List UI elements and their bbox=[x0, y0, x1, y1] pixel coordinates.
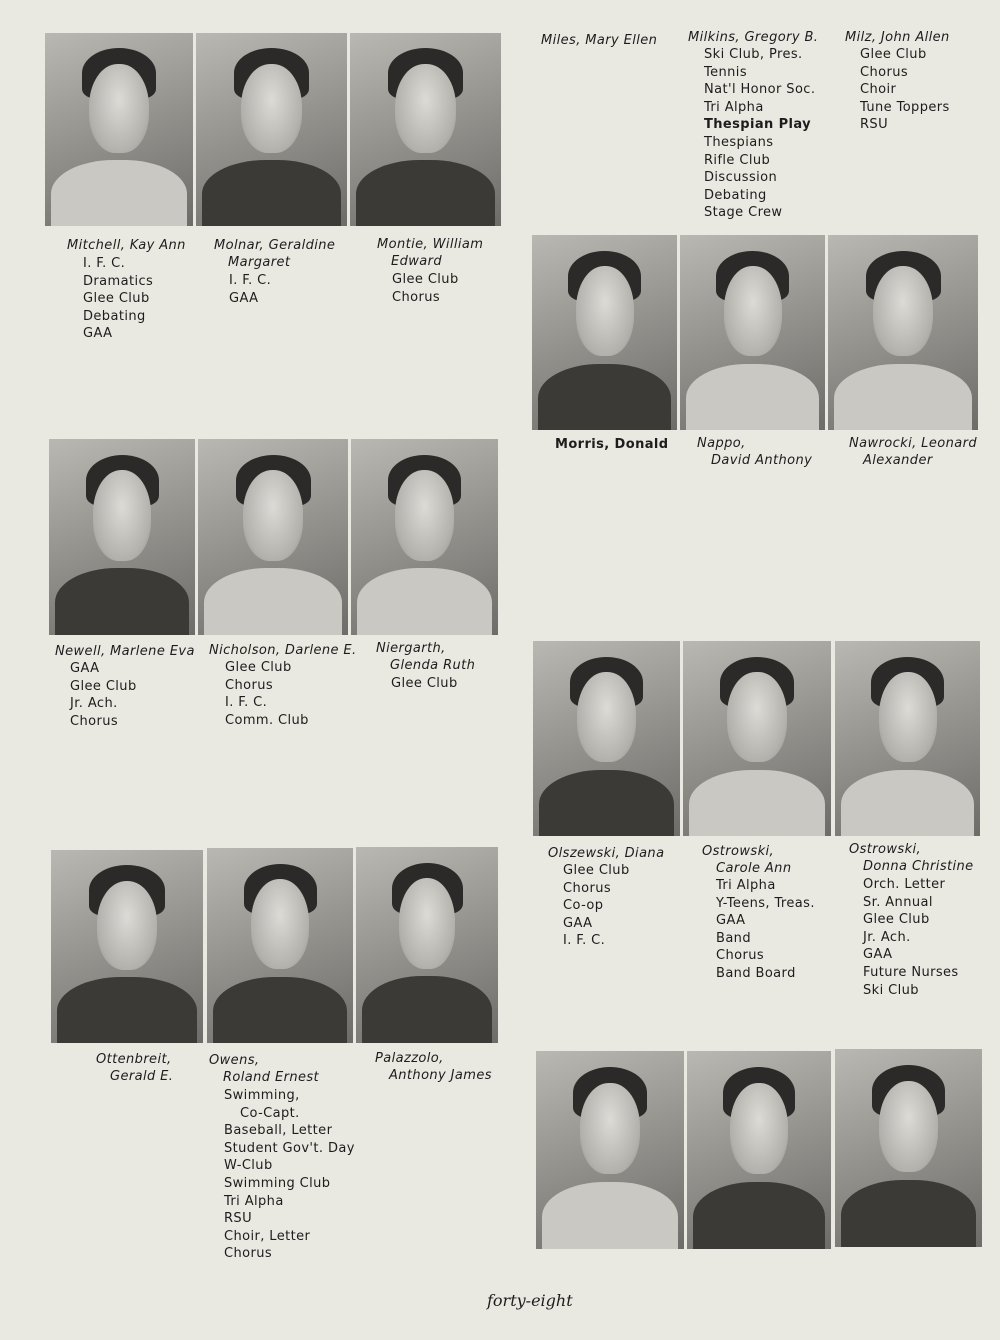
activity-item: Band Board bbox=[716, 965, 796, 981]
student-name-mitchell bbox=[67, 237, 186, 254]
activity-item: Tennis bbox=[704, 64, 747, 80]
activity-item: Glee Club bbox=[860, 47, 927, 62]
name-line-1: Milz, John Allen bbox=[845, 30, 950, 45]
photo-row6-1 bbox=[536, 1051, 684, 1249]
activity-item: Co-Capt. bbox=[240, 1105, 300, 1121]
photo-ostrowski-carole bbox=[683, 641, 831, 836]
activity-item: I. F. C. bbox=[83, 256, 126, 271]
student-name-ottenbreit bbox=[96, 1051, 173, 1085]
activities-newell bbox=[70, 660, 137, 730]
student-name-palazzolo bbox=[375, 1050, 492, 1084]
activity-item: GAA bbox=[70, 661, 100, 676]
name-line-2: Roland Ernest bbox=[223, 1070, 320, 1085]
activity-item: Baseball, Letter bbox=[224, 1123, 333, 1139]
photo-nawrocki bbox=[828, 235, 978, 430]
activity-item: GAA bbox=[83, 326, 113, 342]
student-name-owens bbox=[209, 1052, 319, 1086]
activity-item: Jr. Ach. bbox=[863, 929, 911, 945]
name-line-1: Montie, William bbox=[377, 237, 484, 252]
student-name-newell bbox=[55, 643, 195, 660]
student-name-milz bbox=[845, 29, 950, 46]
activities-milz bbox=[860, 46, 950, 134]
activity-item: Sr. Annual bbox=[863, 894, 933, 910]
page-number: forty-eight bbox=[487, 1291, 573, 1310]
activity-item: Glee Club bbox=[225, 660, 292, 675]
activities-ostrowski-donna bbox=[863, 876, 959, 999]
activity-item: Stage Crew bbox=[704, 205, 783, 221]
student-name-morris bbox=[555, 436, 668, 453]
activity-item: Debating bbox=[83, 308, 146, 324]
name-line-1: Olszewski, Diana bbox=[548, 846, 665, 861]
name-line-2: Alexander bbox=[863, 453, 933, 468]
activity-item: Tri Alpha bbox=[224, 1193, 284, 1209]
activity-item: Swimming Club bbox=[224, 1175, 331, 1191]
activity-item: Swimming, bbox=[224, 1088, 300, 1103]
activity-item: Jr. Ach. bbox=[70, 696, 118, 712]
activity-item: RSU bbox=[224, 1211, 252, 1227]
activity-item: Chorus bbox=[563, 880, 612, 896]
student-name-niergarth bbox=[376, 640, 475, 674]
activity-item: Comm. Club bbox=[225, 712, 309, 728]
activities-olszewski bbox=[563, 862, 630, 950]
activity-item: Glee Club bbox=[863, 912, 930, 928]
activity-item: I. F. C. bbox=[563, 933, 606, 949]
activity-item: Ski Club bbox=[863, 982, 919, 998]
activity-item: Discussion bbox=[704, 170, 778, 186]
name-line-1: Niergarth, bbox=[376, 641, 446, 656]
activity-item: Thespians bbox=[704, 134, 774, 150]
student-name-ostrowski-donna bbox=[849, 841, 974, 875]
photo-row6-2 bbox=[687, 1051, 831, 1249]
name-line-1: Nappo, bbox=[697, 436, 746, 451]
activities-milkins bbox=[704, 46, 815, 222]
activity-item: Tri Alpha bbox=[704, 99, 764, 115]
student-name-nappo bbox=[697, 435, 812, 469]
activity-item: Chorus bbox=[70, 713, 119, 729]
activity-item: Chorus bbox=[716, 948, 765, 964]
activity-item: Glee Club bbox=[563, 863, 630, 878]
activity-item: Tri Alpha bbox=[716, 878, 776, 893]
activity-item: GAA bbox=[716, 913, 746, 929]
photo-ottenbreit bbox=[51, 850, 203, 1043]
student-name-molnar bbox=[214, 237, 335, 271]
activity-item: Co-op bbox=[563, 898, 604, 914]
photo-niergarth bbox=[351, 439, 498, 635]
photo-molnar bbox=[196, 33, 347, 226]
name-line-1: Milkins, Gregory B. bbox=[688, 30, 819, 45]
activity-item: Band bbox=[716, 930, 751, 946]
activities-owens bbox=[224, 1087, 355, 1263]
name-line-1: Ostrowski, bbox=[702, 844, 775, 859]
activity-item: Thespian Play bbox=[704, 117, 812, 133]
name-line-2: Gerald E. bbox=[110, 1069, 174, 1084]
photo-nappo bbox=[680, 235, 825, 430]
activity-item: GAA bbox=[863, 947, 893, 963]
name-line-1: Ostrowski, bbox=[849, 842, 922, 857]
activities-nicholson bbox=[225, 659, 309, 729]
activity-item: Debating bbox=[704, 187, 767, 203]
activity-item: RSU bbox=[860, 117, 888, 133]
activity-item: Chorus bbox=[392, 289, 441, 305]
activity-item: Tune Toppers bbox=[860, 99, 950, 115]
student-name-olszewski bbox=[548, 845, 664, 862]
name-line-2: Margaret bbox=[228, 255, 291, 270]
name-line-2: Anthony James bbox=[389, 1068, 492, 1083]
activity-item: Glee Club bbox=[392, 272, 459, 287]
name-line-2: Donna Christine bbox=[863, 859, 974, 874]
name-line-1: Owens, bbox=[209, 1053, 260, 1068]
photo-row6-3 bbox=[835, 1049, 982, 1247]
name-line-2: Glenda Ruth bbox=[390, 658, 476, 673]
activity-item: Choir bbox=[860, 82, 897, 98]
name-line-2: Edward bbox=[391, 254, 443, 269]
photo-owens bbox=[207, 848, 353, 1043]
student-name-milkins bbox=[688, 29, 818, 46]
name-line-2: David Anthony bbox=[711, 453, 813, 468]
activity-item: GAA bbox=[229, 290, 259, 306]
activity-item: Future Nurses bbox=[863, 964, 959, 980]
name-line-1: Morris, Donald bbox=[555, 437, 669, 452]
activity-item: Glee Club bbox=[391, 676, 458, 691]
activity-item: Dramatics bbox=[83, 273, 154, 289]
name-line-1: Nicholson, Darlene E. bbox=[209, 643, 357, 658]
name-line-2: Carole Ann bbox=[716, 861, 792, 876]
activity-item: Chorus bbox=[224, 1246, 273, 1262]
photo-nicholson bbox=[198, 439, 348, 635]
activity-item: W-Club bbox=[224, 1158, 273, 1174]
student-name-nawrocki bbox=[849, 435, 977, 469]
name-line-1: Miles, Mary Ellen bbox=[541, 33, 658, 48]
activities-niergarth bbox=[391, 675, 458, 693]
student-name-miles bbox=[541, 32, 657, 49]
activity-item: Rifle Club bbox=[704, 152, 771, 168]
name-line-1: Newell, Marlene Eva bbox=[55, 644, 195, 659]
photo-morris bbox=[532, 235, 677, 430]
activity-item: Chorus bbox=[860, 64, 909, 80]
photo-mitchell bbox=[45, 33, 193, 226]
activities-molnar bbox=[229, 272, 271, 307]
photo-palazzolo bbox=[356, 847, 498, 1043]
activity-item: Orch. Letter bbox=[863, 877, 946, 892]
student-name-ostrowski-carole bbox=[702, 843, 791, 877]
name-line-1: Palazzolo, bbox=[375, 1051, 444, 1066]
activity-item: Choir, Letter bbox=[224, 1228, 311, 1244]
activity-item: I. F. C. bbox=[229, 273, 272, 288]
photo-newell bbox=[49, 439, 195, 635]
activity-item: Ski Club, Pres. bbox=[704, 47, 803, 62]
activities-montie bbox=[392, 271, 459, 306]
student-name-nicholson bbox=[209, 642, 357, 659]
activity-item: Glee Club bbox=[83, 291, 150, 307]
name-line-1: Ottenbreit, bbox=[96, 1052, 172, 1067]
name-line-1: Mitchell, Kay Ann bbox=[67, 238, 186, 253]
name-line-1: Molnar, Geraldine bbox=[214, 238, 336, 253]
activity-item: GAA bbox=[563, 915, 593, 931]
activity-item: Y-Teens, Treas. bbox=[716, 895, 815, 911]
activity-item: Nat'l Honor Soc. bbox=[704, 82, 816, 98]
student-name-montie bbox=[377, 236, 483, 270]
photo-montie bbox=[350, 33, 501, 226]
activity-item: Student Gov't. Day bbox=[224, 1140, 355, 1156]
activities-mitchell bbox=[83, 255, 153, 343]
photo-ostrowski-donna bbox=[835, 641, 980, 836]
photo-olszewski bbox=[533, 641, 680, 836]
activity-item: Glee Club bbox=[70, 678, 137, 694]
activity-item: Chorus bbox=[225, 677, 274, 693]
name-line-1: Nawrocki, Leonard bbox=[849, 436, 977, 451]
activities-ostrowski-carole bbox=[716, 877, 815, 983]
activity-item: I. F. C. bbox=[225, 695, 268, 711]
